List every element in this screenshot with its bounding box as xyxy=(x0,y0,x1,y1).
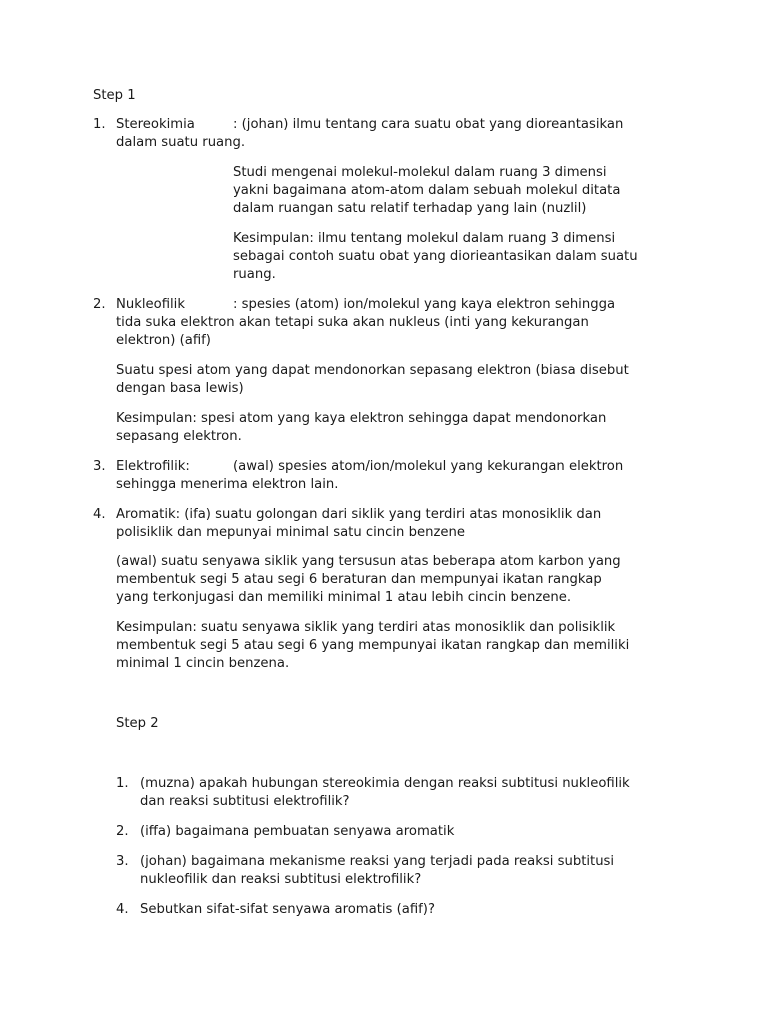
question-line: (muzna) apakah hubungan stereokimia dengan reaksi subtitusi nukleofilik xyxy=(140,776,630,791)
item-number: 4. xyxy=(93,507,106,522)
step2-heading: Step 2 xyxy=(116,716,159,731)
item-definition-line: polisiklik dan mepunyai minimal satu cincin benzene xyxy=(116,525,465,540)
item-conclusion-line: sepasang elektron. xyxy=(116,429,242,444)
item-definition-line: Aromatik: (ifa) suatu golongan dari siklik yang terdiri atas monosiklik dan xyxy=(116,507,602,522)
question-number: 2. xyxy=(116,824,129,839)
item-paragraph-line: yang terkonjugasi dan memiliki minimal 1 atau lebih cincin benzene. xyxy=(116,590,572,605)
item-term: Nukleofilik xyxy=(116,297,185,312)
item-conclusion-line: Kesimpulan: spesi atom yang kaya elektron sehingga dapat mendonorkan xyxy=(116,411,607,426)
question-number: 4. xyxy=(116,902,129,917)
question-line: (iffa) bagaimana pembuatan senyawa aromatik xyxy=(140,824,455,839)
item-conclusion-line: ruang. xyxy=(233,267,276,282)
item-definition-line: dalam suatu ruang. xyxy=(116,135,246,150)
item-definition-line: tida suka elektron akan tetapi suka akan nukleus (inti yang kekurangan xyxy=(116,315,589,330)
item-definition-line: sehingga menerima elektron lain. xyxy=(116,477,339,492)
item-paragraph-line: yakni bagaimana atom-atom dalam sebuah molekul ditata xyxy=(233,183,621,198)
item-conclusion-line: membentuk segi 5 atau segi 6 yang mempunyai ikatan rangkap dan memiliki xyxy=(116,638,630,653)
question-line: (johan) bagaimana mekanisme reaksi yang terjadi pada reaksi subtitusi xyxy=(140,854,615,869)
item-conclusion-line: Kesimpulan: suatu senyawa siklik yang terdiri atas monosiklik dan polisiklik xyxy=(116,620,616,635)
item-conclusion-line: Kesimpulan: ilmu tentang molekul dalam ruang 3 dimensi xyxy=(233,231,616,246)
question-line: nukleofilik dan reaksi subtitusi elektrofilik? xyxy=(140,872,422,887)
question-line: Sebutkan sifat-sifat senyawa aromatis (afif)? xyxy=(140,902,435,917)
question-number: 1. xyxy=(116,776,129,791)
item-term: Elektrofilik: xyxy=(116,459,190,474)
item-definition-line: (awal) spesies atom/ion/molekul yang kekurangan elektron xyxy=(233,459,624,474)
item-definition-line: : (johan) ilmu tentang cara suatu obat yang dioreantasikan xyxy=(233,117,624,132)
step1-heading: Step 1 xyxy=(93,88,136,103)
item-paragraph-line: membentuk segi 5 atau segi 6 beraturan dan mempunyai ikatan rangkap xyxy=(116,572,602,587)
item-conclusion-line: sebagai contoh suatu obat yang diorieantasikan dalam suatu xyxy=(233,249,638,264)
item-conclusion-line: minimal 1 cincin benzena. xyxy=(116,656,290,671)
question-line: dan reaksi subtitusi elektrofilik? xyxy=(140,794,350,809)
item-definition-line: : spesies (atom) ion/molekul yang kaya elektron sehingga xyxy=(233,297,616,312)
item-paragraph-line: Studi mengenai molekul-molekul dalam ruang 3 dimensi xyxy=(233,165,607,180)
question-number: 3. xyxy=(116,854,129,869)
item-paragraph-line: (awal) suatu senyawa siklik yang tersusun atas beberapa atom karbon yang xyxy=(116,554,621,569)
item-definition-line: elektron) (afif) xyxy=(116,333,211,348)
item-paragraph-line: Suatu spesi atom yang dapat mendonorkan sepasang elektron (biasa disebut xyxy=(116,363,629,378)
item-paragraph-line: dalam ruangan satu relatif terhadap yang lain (nuzlil) xyxy=(233,201,587,216)
item-number: 2. xyxy=(93,297,106,312)
item-number: 3. xyxy=(93,459,106,474)
item-number: 1. xyxy=(93,117,106,132)
item-paragraph-line: dengan basa lewis) xyxy=(116,381,244,396)
item-term: Stereokimia xyxy=(116,117,195,132)
